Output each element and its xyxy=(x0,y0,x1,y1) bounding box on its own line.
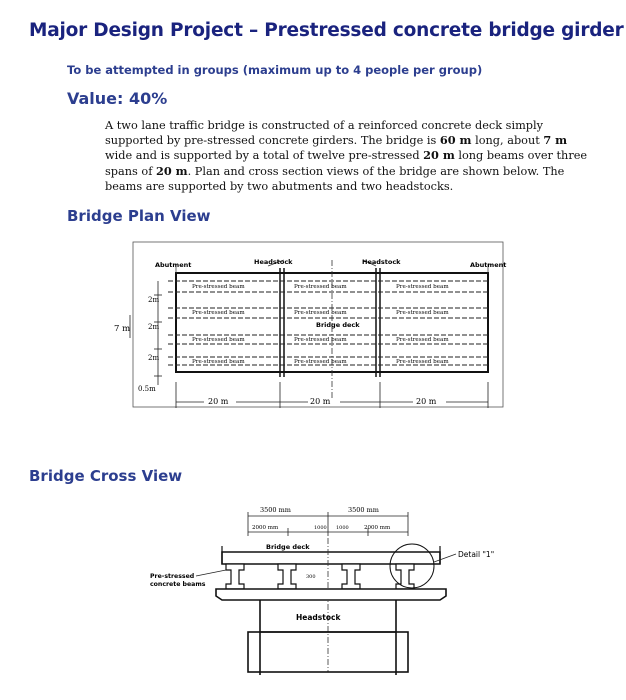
svg-text:Pre-stressed: Pre-stressed xyxy=(150,573,195,580)
svg-text:1000: 1000 xyxy=(314,525,327,531)
span-1-dim: 20 m xyxy=(208,397,229,406)
abutment-left-label: Abutment xyxy=(155,261,192,269)
svg-text:Pre-stressed beam: Pre-stressed beam xyxy=(192,337,245,343)
bridge-cross-diagram xyxy=(140,500,510,675)
group-instructions: To be attempted in groups (maximum up to 4 people per group) xyxy=(67,63,483,77)
svg-text:Pre-stressed beam: Pre-stressed beam xyxy=(294,337,347,343)
svg-text:3500 mm: 3500 mm xyxy=(348,506,379,514)
total-width-dim: 7 m xyxy=(114,324,131,334)
plan-view-heading: Bridge Plan View xyxy=(67,207,211,225)
headstock-1-label: Headstock xyxy=(254,258,293,266)
svg-text:Pre-stressed beam: Pre-stressed beam xyxy=(294,310,347,316)
abutment-right-label: Abutment xyxy=(470,261,507,269)
svg-text:Pre-stressed beam: Pre-stressed beam xyxy=(192,310,245,316)
project-description: A two lane traffic bridge is constructed of a reinforced concrete deck simply supported by pre-stressed concrete girders. The bridge is 60 m long, about 7 m wide and is supported by a total of twelve pre-stressed 20 m long beams over three spans of 20 m. Plan and cross section views of the bridge are shown below. The beams are supported by two abutments and two headstocks. xyxy=(105,119,588,193)
svg-text:Pre-stressed beam: Pre-stressed beam xyxy=(192,284,245,290)
lane-1-dim: 2m xyxy=(148,296,160,304)
svg-text:Pre-stressed beam: Pre-stressed beam xyxy=(396,310,449,316)
svg-text:Pre-stressed beam: Pre-stressed beam xyxy=(294,284,347,290)
edge-dim: 0.5m xyxy=(138,385,156,393)
cross-deck-label: Bridge deck xyxy=(266,543,310,551)
svg-text:Pre-stressed beam: Pre-stressed beam xyxy=(396,337,449,343)
cross-view-heading: Bridge Cross View xyxy=(29,467,183,485)
page-title: Major Design Project – Prestressed concrete bridge girder xyxy=(29,20,624,41)
svg-text:Pre-stressed beam: Pre-stressed beam xyxy=(396,284,449,290)
bridge-plan-diagram xyxy=(108,240,508,415)
lane-3-dim: 2m xyxy=(148,354,160,362)
detail-label: Detail "1" xyxy=(458,550,495,559)
span-3-dim: 20 m xyxy=(416,397,437,406)
svg-text:2000 mm: 2000 mm xyxy=(252,525,279,531)
span-2-dim: 20 m xyxy=(310,397,331,406)
svg-text:2000 mm: 2000 mm xyxy=(364,525,391,531)
svg-text:300: 300 xyxy=(306,574,316,580)
svg-text:Pre-stressed beam: Pre-stressed beam xyxy=(192,359,245,365)
svg-text:3500 mm: 3500 mm xyxy=(260,506,291,514)
value-heading: Value: 40% xyxy=(67,89,168,108)
deck-label: Bridge deck xyxy=(316,321,360,329)
headstock-2-label: Headstock xyxy=(362,258,401,266)
headstock-label: Headstock xyxy=(296,613,341,622)
svg-text:Pre-stressed beam: Pre-stressed beam xyxy=(396,359,449,365)
svg-text:concrete beams: concrete beams xyxy=(150,581,206,588)
svg-text:1000: 1000 xyxy=(336,525,349,531)
lane-2-dim: 2m xyxy=(148,323,160,331)
svg-text:Pre-stressed beam: Pre-stressed beam xyxy=(294,359,347,365)
